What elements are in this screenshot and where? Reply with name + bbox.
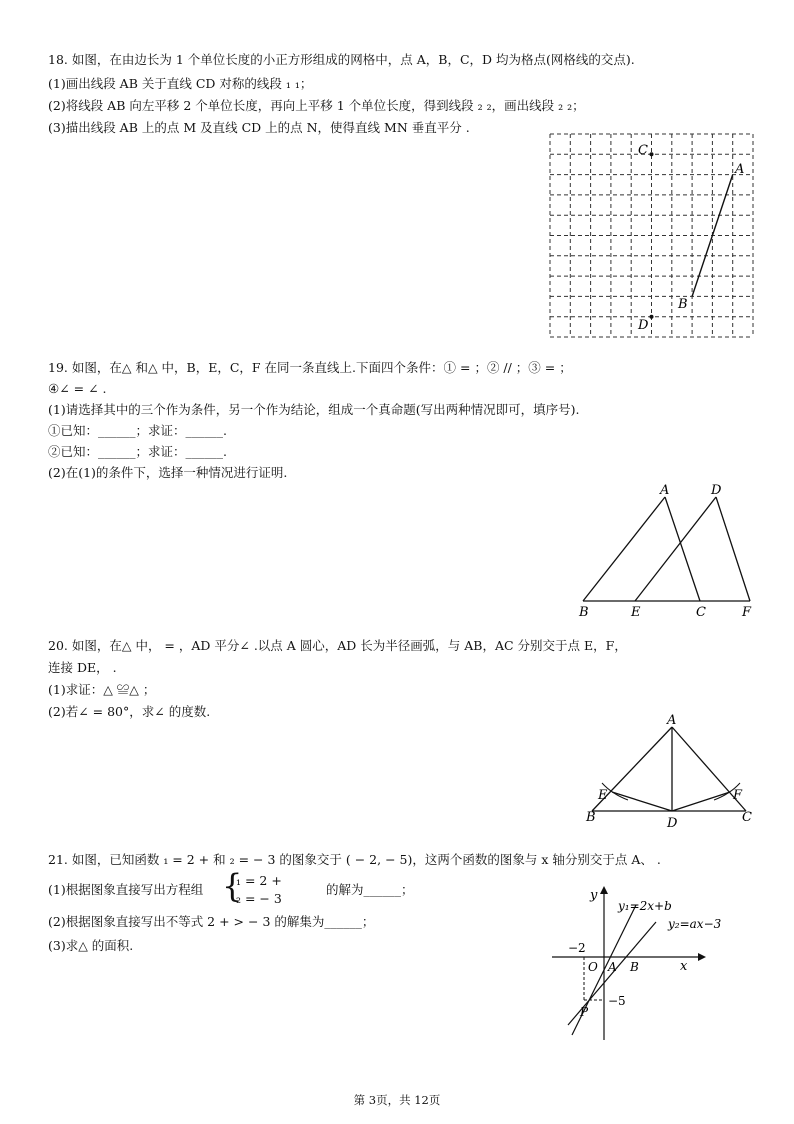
line1-label: y₁=2x+b	[618, 899, 672, 913]
q20-part1: (1)求证：△ ≌△ ；	[48, 682, 156, 697]
label-f: F	[742, 605, 752, 620]
y-axis-label: y	[590, 888, 598, 903]
q20-intro: 20. 如图，在△ 中， = ，AD 平分∠ .以点 A 圆心，AD 长为半径画弧，与 AB，AC 分别交于点 E，F，	[48, 638, 627, 653]
label-e: E	[631, 605, 641, 620]
q21-system-eq2: ₂ = − 3	[236, 891, 282, 906]
q20-intro-cont: 连接 DE， .	[48, 660, 117, 675]
grid-lines	[550, 134, 753, 337]
label-b: B	[678, 297, 688, 312]
q21-part3: (3)求△ 的面积.	[48, 938, 134, 953]
q18-part3: (3)描出线段 AB 上的点 M 及直线 CD 上的点 N，使得直线 MN 垂直平分 .	[48, 120, 470, 135]
tick-y-label: −5	[608, 994, 626, 1008]
q21-intro: 21. 如图，已知函数 ₁ = 2 + 和 ₂ = − 3 的图象交于 ( − 2, − 5)，这两个函数的图象与 x 轴分别交于点 A、 .	[48, 852, 661, 867]
q21-part1-answer: 的解为______；	[326, 882, 414, 897]
point-c	[650, 152, 654, 156]
label-d: D	[711, 483, 722, 498]
label-d: D	[667, 816, 678, 830]
q19-intro: 19. 如图，在△ 和△ 中，B，E，C，F 在同一条直线上.下面四个条件：① = ；② // ；③ = ；	[48, 360, 572, 375]
q21-part1-label: (1)根据图象直接写出方程组	[48, 882, 204, 897]
q18-part2: (2)将线段 AB 向左平移 2 个单位长度，再向上平移 1 个单位长度，得到线段 ₂ ₂，画出线段 ₂ ₂；	[48, 98, 585, 113]
label-a: A	[667, 713, 677, 728]
q21-part2: (2)根据图象直接写出不等式 2 + > − 3 的解集为______；	[48, 914, 375, 929]
page-footer: 第 3页，共 12页	[353, 1093, 441, 1107]
brace-icon: {	[222, 867, 243, 905]
label-f: F	[733, 788, 743, 803]
label-c: C	[696, 605, 706, 620]
label-d: D	[638, 318, 649, 333]
q19-part1: (1)请选择其中的三个作为条件，另一个作为结论，组成一个真命题(写出两种情况即可，填序号).	[48, 402, 580, 417]
label-b: B	[586, 810, 596, 825]
q19-part2: (2)在(1)的条件下，选择一种情况进行证明.	[48, 465, 288, 480]
label-a: A	[660, 483, 670, 498]
q20-part2: (2)若∠ = 80°，求∠ 的度数.	[48, 704, 211, 719]
q18-part1: (1)画出线段 AB 关于直线 CD 对称的线段 ₁ ₁；	[48, 76, 313, 91]
label-b: B	[579, 605, 589, 620]
point-d	[650, 315, 654, 319]
x-axis-label: x	[680, 959, 688, 974]
point-b-label: B	[630, 960, 639, 974]
label-e: E	[598, 788, 608, 803]
q19-option1: ①已知：______；求证：______.	[48, 423, 227, 438]
tick-x-label: −2	[568, 941, 586, 955]
q19-triangles-figure	[575, 480, 760, 620]
point-p-label: P	[580, 1005, 589, 1019]
line2-label: y₂=ax−3	[668, 917, 722, 931]
q20-triangle-figure	[584, 712, 756, 830]
label-a: A	[735, 162, 745, 177]
q18-grid-figure	[548, 132, 760, 342]
q21-system-eq1: ₁ = 2 +	[236, 873, 282, 888]
q21-graph-figure	[548, 880, 738, 1045]
origin-label: O	[588, 960, 598, 974]
q18-intro: 18. 如图，在由边长为 1 个单位长度的小正方形组成的网格中，点 A，B，C，D 均为格点(网格线的交点).	[48, 52, 635, 67]
q19-option2: ②已知：______；求证：______.	[48, 444, 227, 459]
label-c: C	[742, 810, 752, 825]
label-c: C	[638, 143, 648, 158]
point-a-label: A	[608, 960, 617, 974]
q19-condition4: ④∠ = ∠ .	[48, 381, 107, 396]
